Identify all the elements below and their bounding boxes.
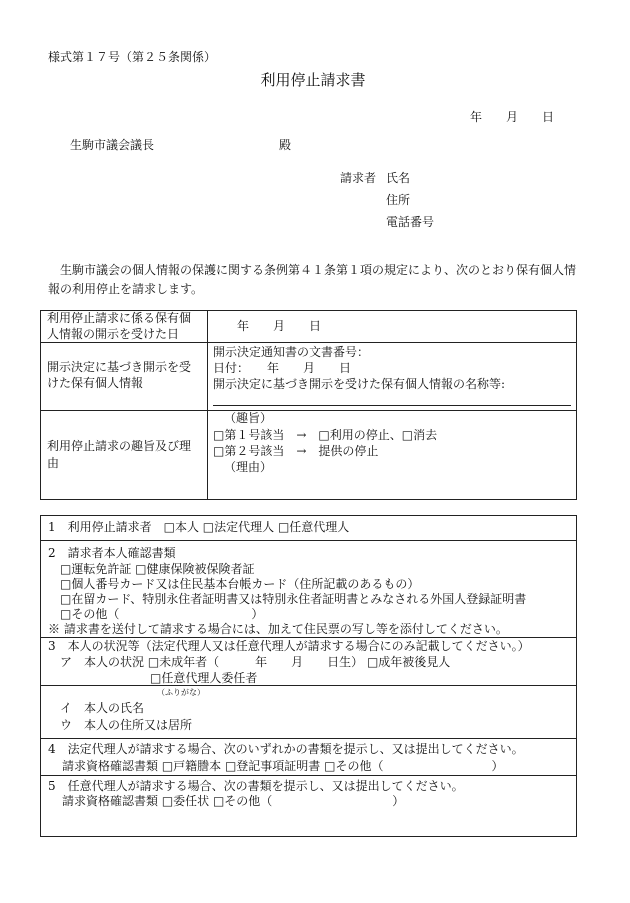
id-document-option: □その他（ ） [60,607,264,621]
table-row-divider [40,775,577,776]
purpose-reason-label: 由 [47,456,60,470]
table-row-divider [40,685,577,686]
form-number: 様式第１７号（第２５条関係） [48,50,217,64]
table-row-divider [40,540,577,541]
id-document-option: □運転免許証 □健康保険被保険者証 [60,562,255,576]
name-entry-underline [213,405,571,406]
requester-phone-label: 電話番号 [386,215,435,229]
voluntary-agent-heading: 5 任意代理人が請求する場合、次の書類を提示し、又は提出してください。 [48,779,464,793]
disclosure-date-value: 年 月 日 [237,319,322,333]
table-row-divider [40,637,577,638]
addressee-name: 生駒市議会議長 [70,138,155,152]
id-document-option: □在留カード、特別永住者証明書又は特別永住者証明書とみなされる外国人登録証明書 [60,592,527,606]
table-row-divider [40,738,577,739]
disclosure-date-label: 利用停止請求に係る保有個 [47,311,192,325]
id-documents-heading: 2 請求者本人確認書類 [48,546,176,560]
table-column-divider [207,310,208,500]
table-row-divider [40,342,577,343]
furigana-label: （ふりがな） [157,688,205,697]
mail-request-note: ※ 請求書を送付して請求する場合には、加えて住民票の写し等を添付してください。 [48,622,508,636]
purpose-reason-label: 利用停止請求の趣旨及び理 [47,439,192,453]
document-title: 利用停止請求書 [260,71,366,89]
requester-label: 請求者 [340,171,377,185]
purpose-option-2: □第２号該当 → 提供の停止 [213,444,379,458]
principal-status-row: □任意代理人委任者 [150,671,258,685]
requester-name-label: 氏名 [386,171,411,185]
requester-address-label: 住所 [386,193,411,207]
disclosed-info-label: 開示決定に基づき開示を受 [47,360,192,374]
principal-status-heading: 3 本人の状況等（法定代理人又は任意代理人が請求する場合にのみ記載してください。） [48,639,530,653]
requester-type-row: 1 利用停止請求者 □本人 □法定代理人 □任意代理人 [48,520,350,534]
principal-name-label: イ 本人の氏名 [60,701,145,715]
table-row-divider [40,410,577,411]
reason-heading: （理由） [224,460,273,474]
voluntary-agent-documents: 請求資格確認書類 □委任状 □その他（ ） [62,794,405,808]
intro-line: 報の利用停止を請求します。 [48,282,204,296]
id-document-option: □個人番号カード又は住民基本台帳カード（住所記載のあるもの） [60,577,420,591]
disclosed-info-name-field: 開示決定に基づき開示を受けた保有個人情報の名称等: [213,377,506,391]
disclosure-date-label: 人情報の開示を受けた日 [47,327,180,341]
legal-agent-heading: 4 法定代理人が請求する場合、次のいずれかの書類を提示し、又は提出してください。 [48,742,524,756]
principal-address-label: ウ 本人の住所又は居所 [60,718,193,732]
notice-date-field: 日付： 年 月 日 [213,361,352,375]
addressee-honorific: 殿 [279,138,292,152]
principal-status-row: ア 本人の状況 □未成年者（ 年 月 日生） □成年被後見人 [60,655,451,669]
disclosed-info-label: けた保有個人情報 [47,376,144,390]
purpose-heading: （趣旨） [224,411,273,425]
legal-agent-documents: 請求資格確認書類 □戸籍謄本 □登記事項証明書 □その他（ ） [62,759,504,773]
purpose-option-1: □第１号該当 → □利用の停止、□消去 [213,428,438,442]
intro-line: 生駒市議会の個人情報の保護に関する条例第４１条第１項の規定により、次のとおり保有個人情 [48,263,577,277]
date-line: 年 月 日 [470,110,555,124]
notice-number-field: 開示決定通知書の文書番号： [213,345,370,359]
